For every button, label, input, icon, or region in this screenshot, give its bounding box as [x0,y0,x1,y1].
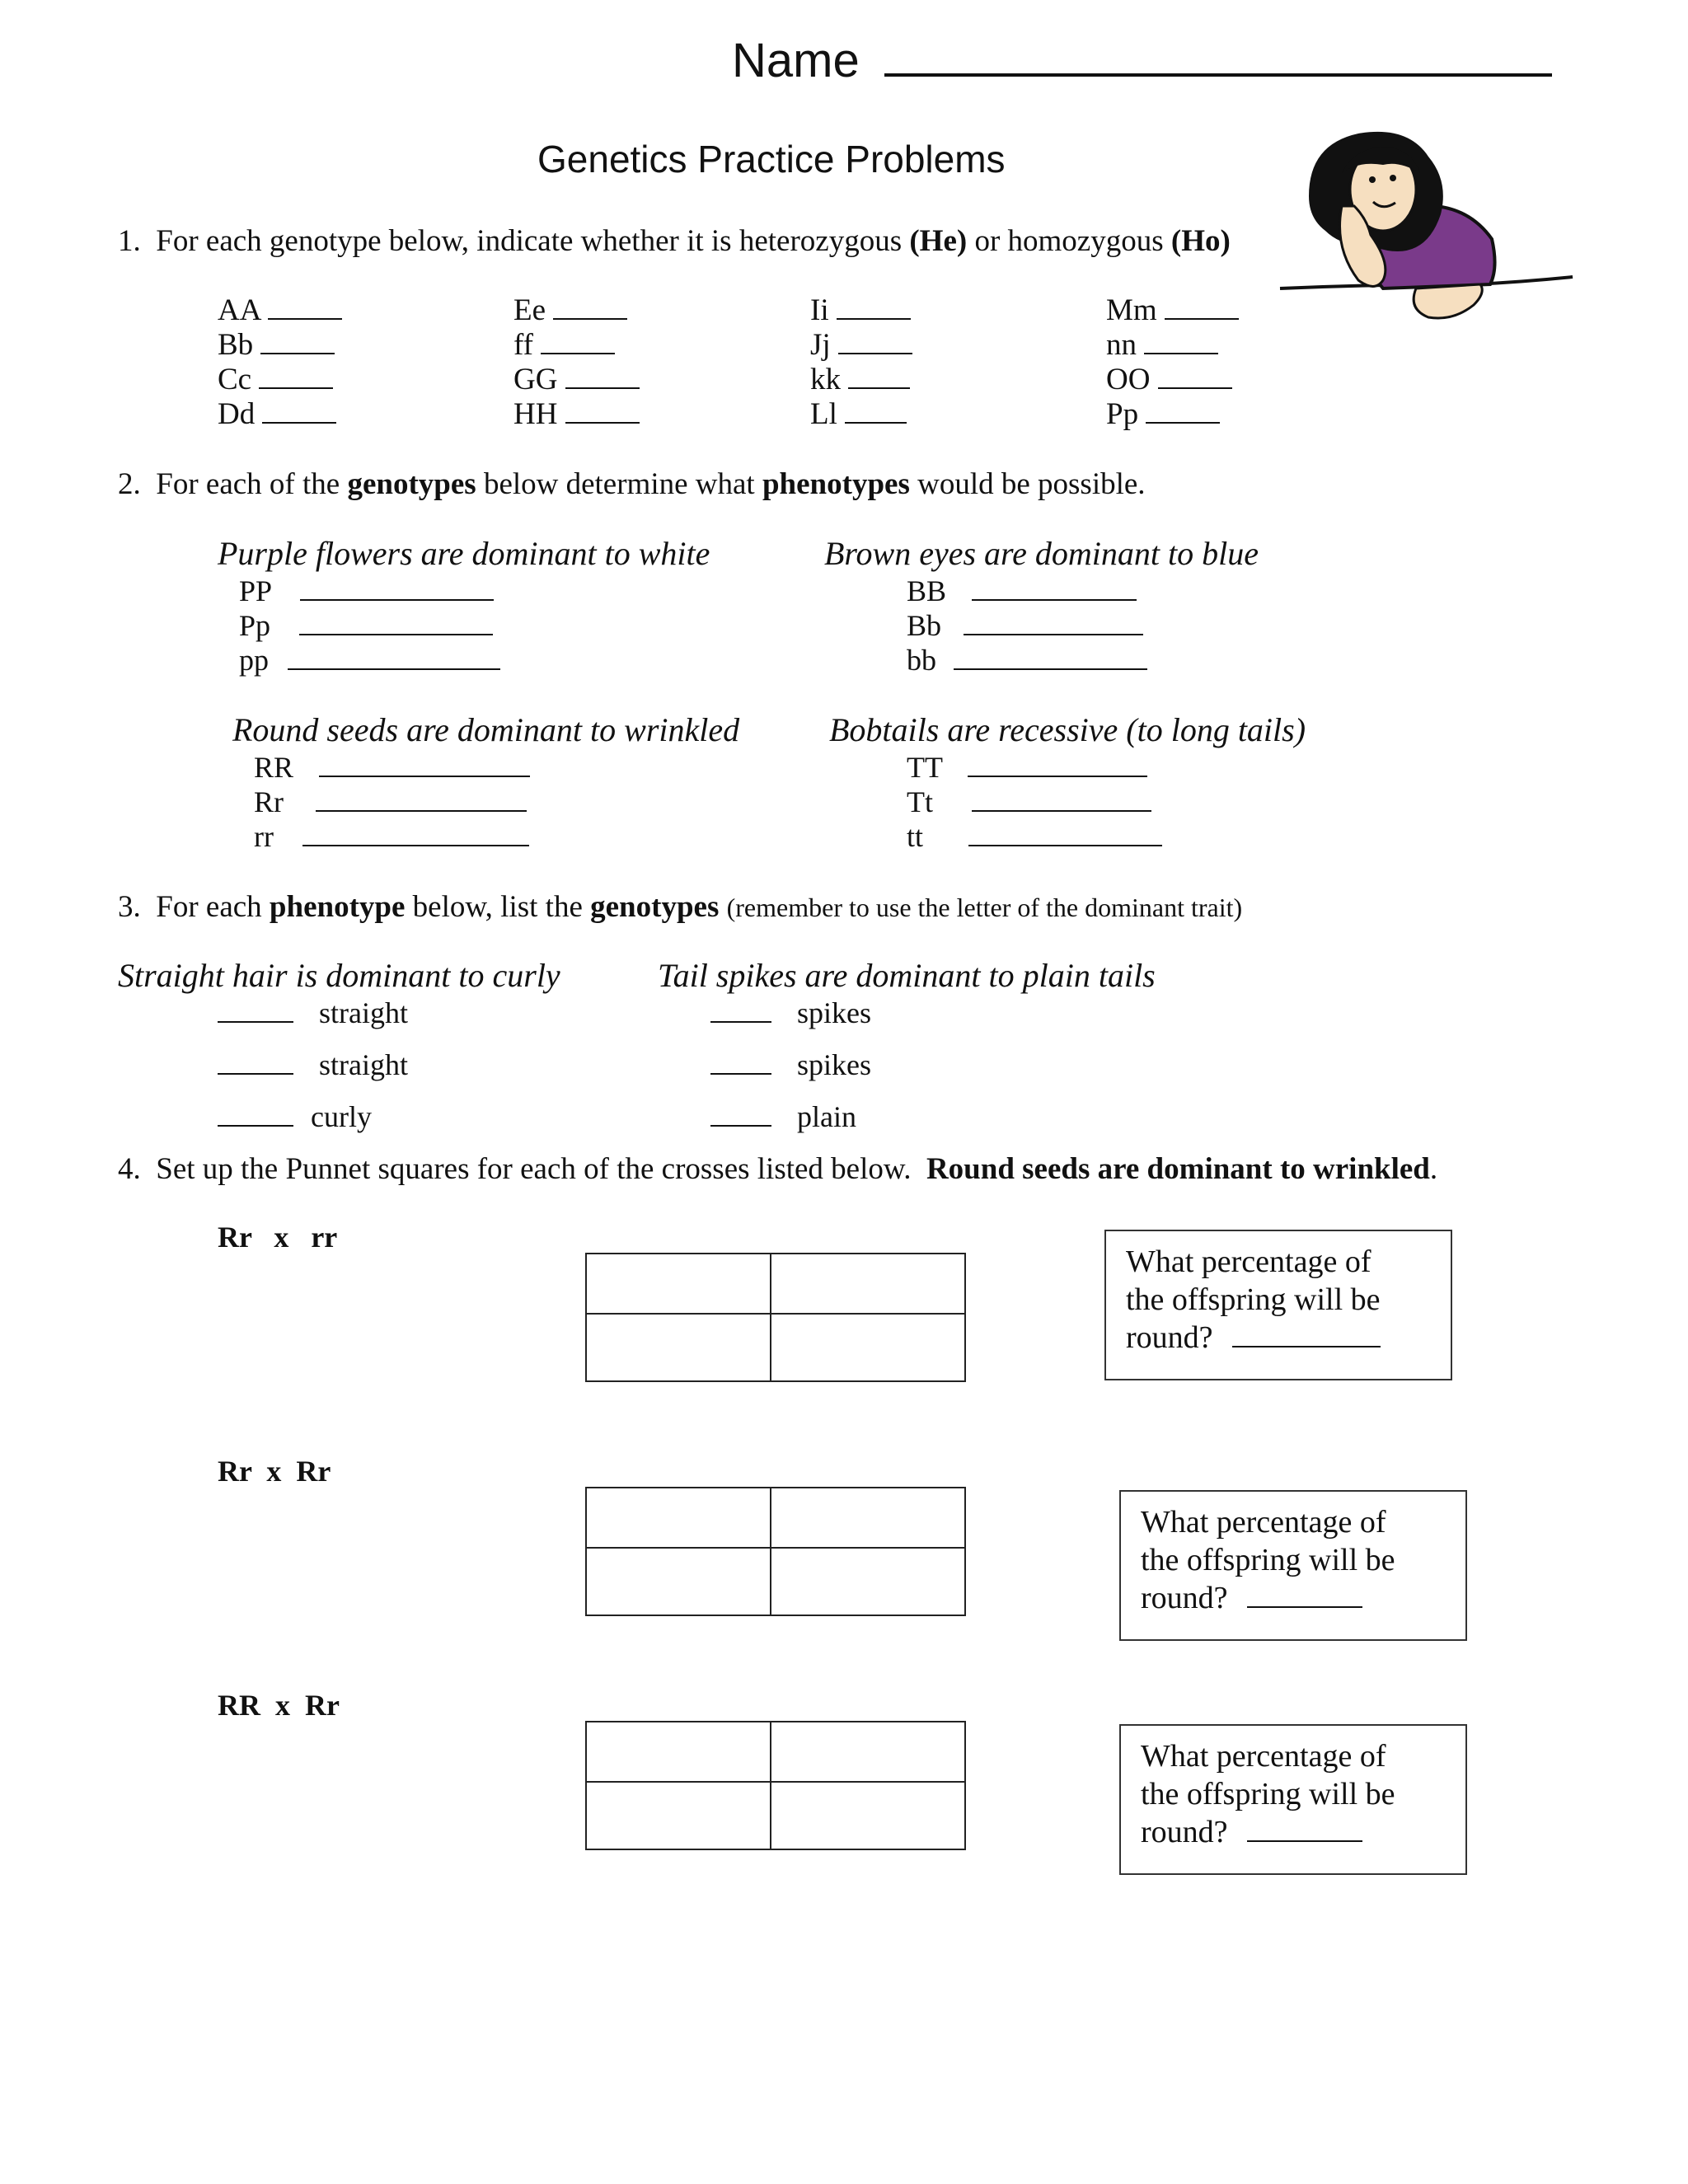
q1-column-2 [513,293,640,432]
question-line: What percentage of [1141,1739,1386,1774]
q4-bold: Round seeds are dominant to wrinkled [926,1152,1430,1186]
cross-label: Rr x Rr [218,1455,331,1488]
answer-blank[interactable] [288,668,500,670]
q3-item: curly [218,1099,372,1134]
q2-item: TT [907,750,1147,785]
answer-blank[interactable] [268,318,342,320]
q2-item: bb [907,643,1147,677]
answer-blank[interactable] [972,599,1137,601]
q3-note: (remember to use the letter of the dominant trait) [726,893,1243,922]
q1-item: AA [218,293,342,328]
q1-item: GG [513,363,640,397]
cross-label: RR x Rr [218,1689,340,1722]
answer-blank[interactable] [1158,387,1232,389]
q1-item: Dd [218,397,342,432]
answer-blank[interactable] [972,810,1151,812]
question-line: round? [1141,1813,1446,1851]
q2-group-heading: Round seeds are dominant to wrinkled [232,711,740,748]
name-field[interactable] [732,33,1552,88]
question-line: round? [1126,1319,1431,1357]
percentage-question-box [1119,1490,1467,1641]
q1-item: OO [1106,363,1239,397]
answer-blank[interactable] [541,353,615,354]
page-title: Genetics Practice Problems [537,138,1006,180]
q2-text-a: For each of the [156,467,340,501]
answer-blank[interactable] [1144,353,1218,354]
q1-item: kk [810,363,912,397]
answer-blank[interactable] [259,387,333,389]
q3-text-a: For each [156,890,262,924]
punnett-square[interactable] [585,1253,966,1382]
percentage-question-box [1119,1724,1467,1875]
q2-item: Pp [239,608,493,643]
q2-item: BB [907,574,1137,608]
answer-blank[interactable] [565,422,640,424]
answer-blank[interactable] [565,387,640,389]
q2-item: rr [254,819,529,854]
question-line: the offspring will be [1141,1543,1395,1577]
answer-blank[interactable] [1232,1346,1381,1347]
q3-phenotype: phenotype [269,890,406,924]
answer-blank[interactable] [968,845,1162,846]
answer-blank[interactable] [1247,1840,1362,1842]
answer-blank[interactable] [260,353,335,354]
answer-blank[interactable] [319,776,530,777]
answer-blank[interactable] [218,1125,293,1127]
q1-number: 1. [118,224,141,258]
answer-blank[interactable] [964,634,1143,635]
answer-blank[interactable] [848,387,910,389]
answer-blank[interactable] [316,810,527,812]
q4-prompt: 4. Set up the Punnet squares for each of the crosses listed below. Round seeds are dominant to wrinkled. [118,1152,1438,1186]
q1-item: nn [1106,328,1239,363]
q3-item: straight [218,1047,408,1082]
answer-blank[interactable] [838,353,912,354]
girl-thinking-icon [1276,124,1581,338]
answer-blank[interactable] [302,845,529,846]
answer-blank[interactable] [710,1125,771,1127]
question-line: What percentage of [1141,1505,1386,1540]
answer-blank[interactable] [299,634,493,635]
cross-label: Rr x rr [218,1221,338,1254]
answer-blank[interactable] [300,599,494,601]
q3-item: spikes [710,996,871,1030]
answer-blank[interactable] [837,318,911,320]
q3-item: straight [218,996,408,1030]
q2-text-b: below determine what [483,467,755,501]
q1-column-1 [218,293,342,432]
answer-blank[interactable] [968,776,1147,777]
question-line: What percentage of [1126,1244,1372,1279]
q1-column-4 [1106,293,1239,432]
q3-prompt [118,888,1242,926]
q2-item: tt [907,819,1162,854]
q1-he: (He) [909,224,968,258]
q1-item: Ll [810,397,912,432]
q2-number: 2. [118,467,141,501]
q2-item: RR [254,750,530,785]
q2-item: Tt [907,785,1151,819]
q1-text-b: or homozygous [974,224,1164,258]
answer-blank[interactable] [218,1021,293,1023]
q1-ho: (Ho) [1170,224,1231,258]
q4-text-a: Set up the Punnet squares for each of the crosses listed below. [156,1152,912,1186]
q1-item: Ii [810,293,912,328]
punnett-square[interactable] [585,1487,966,1616]
q1-item: ff [513,328,640,363]
answer-blank[interactable] [845,422,907,424]
answer-blank[interactable] [954,668,1147,670]
question-line: round? [1141,1579,1446,1617]
answer-blank[interactable] [710,1073,771,1075]
q2-phenotypes: phenotypes [762,467,910,501]
q3-item: plain [710,1099,856,1134]
q3-group-heading: Tail spikes are dominant to plain tails [658,957,1156,994]
answer-blank[interactable] [218,1073,293,1075]
q2-group-heading: Purple flowers are dominant to white [218,535,710,572]
q1-text-a: For each genotype below, indicate whether it is heterozygous [156,224,903,258]
punnett-square[interactable] [585,1721,966,1850]
q1-item: HH [513,397,640,432]
answer-blank[interactable] [1165,318,1239,320]
q1-prompt [118,223,1231,260]
q3-item: spikes [710,1047,871,1082]
q2-item: Rr [254,785,527,819]
answer-blank[interactable] [710,1021,771,1023]
answer-blank[interactable] [1247,1606,1362,1608]
q4-number: 4. [118,1152,141,1186]
name-label: Name [732,34,860,87]
q2-group-heading: Bobtails are recessive (to long tails) [829,711,1306,748]
q1-item: Pp [1106,397,1239,432]
answer-blank[interactable] [262,422,336,424]
question-line: the offspring will be [1126,1282,1381,1317]
q1-item: Cc [218,363,342,397]
q3-number: 3. [118,890,141,924]
name-blank[interactable] [884,73,1552,77]
answer-blank[interactable] [553,318,627,320]
q1-item: Mm [1106,293,1239,328]
q2-item: Bb [907,608,1143,643]
q2-item: pp [239,643,500,677]
percentage-question-box [1104,1230,1452,1380]
q2-prompt [118,466,1146,504]
q1-item: Ee [513,293,640,328]
q3-genotypes: genotypes [590,890,720,924]
q3-text-b: below, list the [412,890,583,924]
q1-column-3 [810,293,912,432]
question-line: the offspring will be [1141,1777,1395,1811]
q2-group-heading: Brown eyes are dominant to blue [824,535,1259,572]
q2-genotypes: genotypes [347,467,476,501]
q2-text-c: would be possible. [917,467,1146,501]
answer-blank[interactable] [1146,422,1220,424]
q1-item: Jj [810,328,912,363]
q1-item: Bb [218,328,342,363]
q3-group-heading: Straight hair is dominant to curly [118,957,560,994]
q2-item: PP [239,574,494,608]
